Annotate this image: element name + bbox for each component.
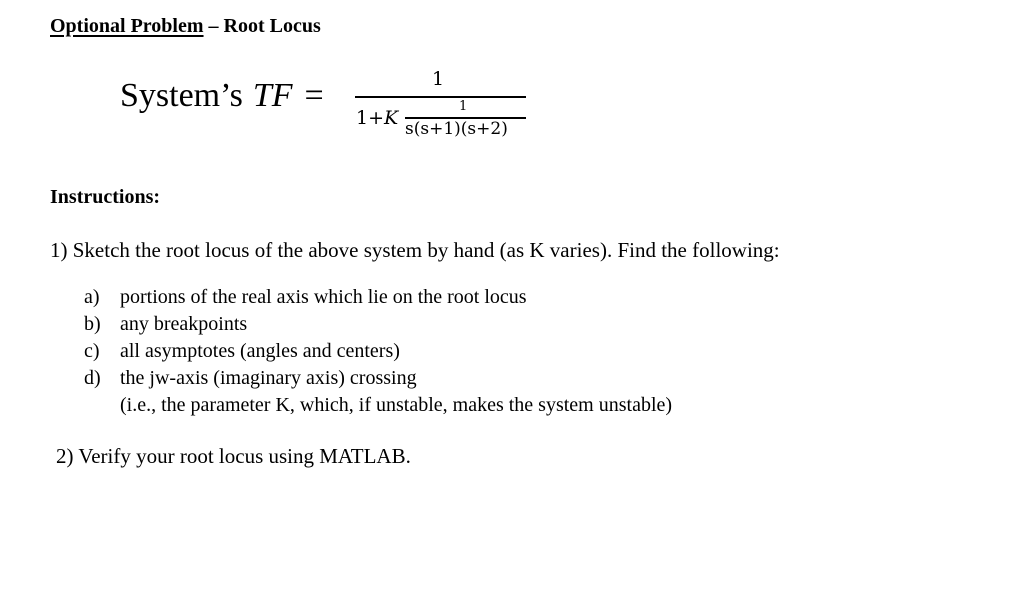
gain-symbol: K (384, 107, 399, 129)
main-denominator-prefix (356, 105, 398, 131)
lhs-symbol: TF (252, 77, 293, 114)
lhs-label: System’s (120, 77, 243, 114)
title-underlined: Optional Problem (50, 15, 204, 37)
subitem-marker: d) (84, 367, 101, 389)
equals-sign: = (304, 77, 324, 114)
main-fraction-bar (355, 96, 526, 98)
instructions-heading: Instructions: (50, 186, 161, 208)
title-rest: – Root Locus (203, 15, 321, 37)
subitem-marker: a) (84, 286, 100, 308)
subitem-marker: b) (84, 313, 101, 335)
denominator-one-plus: 1+ (356, 107, 385, 129)
subitem-text: the jw-axis (imaginary axis) crossing (120, 367, 417, 389)
instruction-item-1: 1) Sketch the root locus of the above system by hand (as K varies). Find the following: (50, 238, 780, 262)
subitem-d-continuation: (i.e., the parameter K, which, if unstable, makes the system unstable) (120, 394, 673, 416)
subitem-text: portions of the real axis which lie on the root locus (120, 286, 527, 308)
inner-denominator: s(s+1)(s+2) (405, 119, 508, 139)
page-title (50, 12, 321, 40)
subitem-text: all asymptotes (angles and centers) (120, 340, 400, 362)
main-numerator: 1 (432, 68, 445, 90)
inner-numerator: 1 (459, 99, 468, 114)
subitem-marker: c) (84, 340, 100, 362)
equation-lhs (120, 74, 324, 118)
instruction-item-2: 2) Verify your root locus using MATLAB. (56, 444, 411, 468)
subitem-text: any breakpoints (120, 313, 248, 335)
